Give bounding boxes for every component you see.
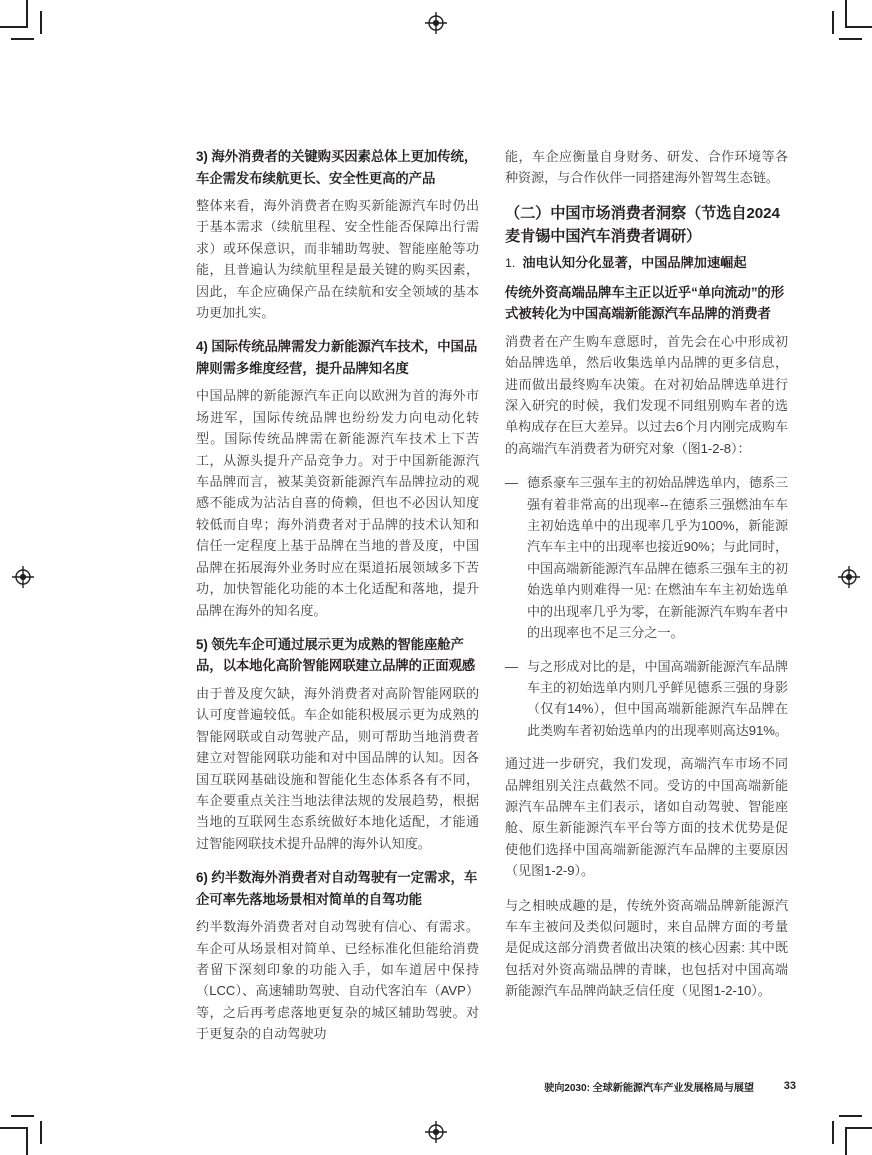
paragraph-right-3: 与之相映成趣的是，传统外资高端品牌新能源汽车车主被问及类似问题时，来自品牌方面的考量是促成这部分消费者做出决策的核心因素: 其中既包括对外资高端品牌的青睐，也包括对中国高端新能源汽车品牌尚缺乏信任度（见图1-2-10）。 [505, 897, 788, 999]
heading-item-3: 3) 海外消费者的关键购买因素总体上更加传统，车企需发布续航更长、安全性更高的产品 [196, 149, 478, 186]
crop-mark-bottom-left-vertical-outer [26, 1127, 28, 1155]
crop-mark-top-left-vertical-inner [40, 11, 42, 34]
crop-mark-bottom-right-vertical-inner [832, 1121, 834, 1144]
page-number: 33 [783, 1080, 796, 1092]
numbered-heading-text: 油电认知分化显著，中国品牌加速崛起 [522, 254, 747, 270]
registration-mark-top [425, 12, 447, 34]
crop-mark-top-right-vertical-inner [832, 11, 834, 34]
registration-mark-bottom [425, 1121, 447, 1143]
page-footer [196, 1077, 796, 1095]
list-item-text: 德系豪车三强车主的初始品牌选单内，德系三强有着非常高的出现率--在德系三强燃油车车主初始选单中的出现率几乎为100%，新能源汽车车主中的出现率也接近90%；与此同时，中国高端新能源汽车品牌在德系三强车主的初始选单内则难得一见: 在燃油车车主初始选单中的出现率几乎为零，在新能源汽车购车者中的出现率也不足三分之一。 [527, 475, 788, 641]
crop-mark-top-left-horizontal-inner [11, 38, 34, 40]
footer-book-title: 驶向2030: 全球新能源汽车产业发展格局与展望 [544, 1082, 754, 1094]
list-item [505, 656, 788, 742]
crop-mark-bottom-right-vertical-outer [845, 1127, 847, 1155]
paragraph-item-4: 中国品牌的新能源汽车正向以欧洲为首的海外市场进军，国际传统品牌也纷纷发力向电动化转型。国际传统品牌需在新能源汽车技术上下苦工，从源头提升产品竞争力。对于中国新能源汽车品牌而言，被某美资新能源汽车品牌拉动的观感不能成为沾沾自喜的倚赖，但也不必因认知度较低而自卑；海外消费者对于品牌的技术认知和信任一定程度上基于品牌在当地的普及度，中国品牌在拓展海外业务时应在渠道拓展领域多下苦功，加快智能化功能的本土化适配和落地，提升品牌在海外的知名度。 [196, 388, 479, 618]
registration-mark-left [12, 566, 34, 588]
left-column [196, 146, 479, 1058]
sub-heading-brand-conversion: 传统外资高端品牌车主正以近乎“单向流动”的形式被转化为中国高端新能源汽车品牌的消费者 [505, 284, 785, 322]
paragraph-right-1: 消费者在产生购车意愿时，首先会在心中形成初始品牌选单，然后收集选单内品牌的更多信息，进而做出最终购车决策。在对初始品牌选单进行深入研究的时候，我们发现不同组别购车者的选单构成存在巨大差异。以过去6个月内刚完成购车的高端汽车消费者为研究对象（图1-2-8）： [505, 333, 788, 456]
crop-mark-top-left-horizontal-outer [0, 26, 26, 28]
heading-item-6: 6) 约半数海外消费者对自动驾驶有一定需求，车企可率先落地场景相对简单的自驾功能 [196, 870, 478, 907]
article-columns [196, 146, 796, 1076]
crop-mark-top-right-horizontal-outer [846, 26, 872, 28]
crop-mark-bottom-right-horizontal-inner [839, 1115, 862, 1117]
crop-mark-bottom-left-horizontal-inner [11, 1115, 34, 1117]
crop-mark-bottom-left-horizontal-outer [0, 1127, 26, 1129]
paragraph-item-5: 由于普及度欠缺，海外消费者对高阶智能网联的认可度普遍较低。车企如能积极展示更为成熟的智能网联或自动驾驶产品，则可帮助当地消费者建立对智能网联功能和对中国品牌的认知。因各国互联网基础设施和智能化生态体系各有不同，车企要重点关注当地法律法规的发展趋势，根据当地的互联网生态系统做好本地化适配，才能通过智能网联技术提升品牌的海外认知度。 [196, 685, 479, 851]
em-dash-bullet-icon: — [505, 658, 519, 674]
numbered-heading-number: 1. [505, 255, 516, 270]
crop-mark-bottom-right-horizontal-outer [846, 1127, 872, 1129]
list-item [505, 472, 788, 643]
paragraph-item-3: 整体来看，海外消费者在购买新能源汽车时仍出于基本需求（续航里程、安全性能否保障出行需求）或环保意识，而非辅助驾驶、智能座舱等功能，且普遍认为续航里程是最关键的购买因素，因此，车企应确保产品在续航和安全领域的基本功更加扎实。 [196, 198, 479, 321]
paragraph-continued: 能，车企应衡量自身财务、研发、合作环境等各种资源，与合作伙伴一同搭建海外智驾生态链。 [505, 149, 788, 186]
paragraph-item-6: 约半数海外消费者对自动驾驶有信心、有需求。车企可从场景相对简单、已经标准化但能给消费者留下深刻印象的功能入手，如车道居中保持（LCC）、高速辅助驾驶、自动代客泊车（AVP）等，之后再考虑落地更复杂的城区辅助驾驶。对于更复杂的自动驾驶功 [196, 919, 479, 1042]
crop-mark-top-left-vertical-outer [26, 0, 28, 28]
heading-item-5: 5) 领先车企可通过展示更为成熟的智能座舱产品，以本地化高阶智能网联建立品牌的正面观感 [196, 636, 476, 674]
list-item-text: 与之形成对比的是，中国高端新能源汽车品牌车主的初始选单内则几乎鲜见德系三强的身影（仅有14%），但中国高端新能源汽车品牌在此类购车者初始选单内的出现率则高达91%。 [527, 658, 788, 738]
crop-mark-bottom-left-vertical-inner [40, 1121, 42, 1144]
section-heading-two: （二）中国市场消费者洞察（节选自2024麦肯锡中国汽车消费者调研） [505, 204, 780, 245]
paragraph-right-2: 通过进一步研究，我们发现，高端汽车市场不同品牌组别关注点截然不同。受访的中国高端新能源汽车品牌车主们表示，诸如自动驾驶、智能座舱、原生新能源汽车平台等方面的技术优势是促使他们选择中国高端新能源汽车品牌的主要原因（见图1-2-9）。 [505, 756, 788, 879]
right-column [505, 146, 788, 1015]
em-dash-bullet-icon: — [505, 475, 519, 491]
bullet-list [505, 472, 788, 741]
numbered-heading-1 [505, 252, 788, 274]
registration-mark-right [838, 566, 860, 588]
crop-mark-top-right-vertical-outer [845, 0, 847, 28]
crop-mark-top-right-horizontal-inner [839, 38, 862, 40]
heading-item-4: 4) 国际传统品牌需发力新能源汽车技术，中国品牌则需多维度经营，提升品牌知名度 [196, 339, 478, 376]
